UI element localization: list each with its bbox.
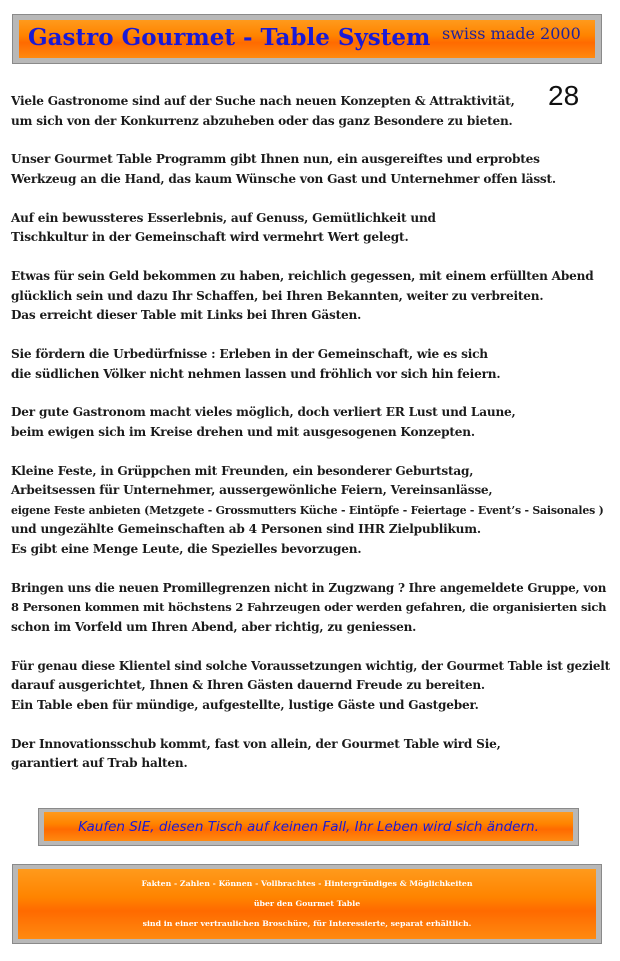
paragraph bbox=[11, 657, 611, 716]
paragraph-line: Es gibt eine Menge Leute, die Spezielles bevorzugen. bbox=[11, 541, 362, 556]
paragraph bbox=[11, 735, 611, 774]
paragraph-line: Kleine Feste, in Grüppchen mit Freunden, ein besonderer Geburtstag, bbox=[11, 463, 474, 478]
paragraph-line: Bringen uns die neuen Promillegrenzen nicht in Zugzwang ? Ihre angemeldete Gruppe, von bbox=[11, 580, 607, 595]
paragraph-line: Ein Table eben für mündige, aufgestellte, lustige Gäste und Gastgeber. bbox=[11, 697, 479, 712]
page-title: Gastro Gourmet - Table System bbox=[28, 24, 431, 51]
paragraph-line: Viele Gastronome sind auf der Suche nach neuen Konzepten & Attraktivität, bbox=[11, 94, 515, 108]
paragraph bbox=[11, 267, 611, 326]
paragraph-line: Der Innovationsschub kommt, fast von allein, der Gourmet Table wird Sie, bbox=[11, 736, 501, 751]
paragraph-line: schon im Vorfeld um Ihren Abend, aber richtig, zu geniessen. bbox=[11, 619, 417, 634]
paragraph bbox=[11, 579, 611, 638]
paragraph-line: Unser Gourmet Table Programm gibt Ihnen nun, ein ausgereiftes und erprobtes bbox=[11, 152, 540, 167]
info-line: sind in einer vertraulichen Broschüre, für Interessierte, separat erhältlich. bbox=[142, 919, 472, 928]
paragraph-line: und ungezählte Gemeinschaften ab 4 Personen sind IHR Zielpublikum. bbox=[11, 522, 481, 537]
info-line: über den Gourmet Table bbox=[253, 899, 361, 908]
info-text bbox=[18, 874, 596, 934]
paragraph-line: garantiert auf Trab halten. bbox=[11, 756, 188, 771]
paragraph bbox=[11, 345, 611, 384]
paragraph-line: beim ewigen sich im Kreise drehen und mit ausgesogenen Konzepten. bbox=[11, 424, 475, 439]
paragraph-line: Das erreicht dieser Table mit Links bei Ihren Gästen. bbox=[11, 308, 362, 323]
paragraph-line: Der gute Gastronom macht vieles möglich, doch verliert ER Lust und Laune, bbox=[11, 405, 516, 420]
paragraph bbox=[11, 150, 611, 189]
paragraph-line: glücklich sein und dazu Ihr Schaffen, bei Ihren Bekannten, weiter zu verbreiten. bbox=[11, 288, 544, 303]
paragraph-line: darauf ausgerichtet, Ihnen & Ihren Gästen dauernd Freude zu bereiten. bbox=[11, 678, 485, 693]
paragraph-line: Sie fördern die Urbedürfnisse : Erleben in der Gemeinschaft, wie es sich bbox=[11, 347, 488, 362]
paragraph-line: 8 Personen kommen mit höchstens 2 Fahrzeugen oder werden gefahren, die organisierten sich bbox=[11, 600, 607, 615]
info-line: Fakten - Zahlen - Können - Vollbrachtes - Hintergründiges & Möglichkeiten bbox=[141, 879, 473, 888]
paragraph-line: Etwas für sein Geld bekommen zu haben, reichlich gegessen, mit einem erfüllten Abend bbox=[11, 269, 594, 284]
body-text bbox=[11, 92, 611, 793]
paragraph-line: Auf ein bewussteres Esserlebnis, auf Genuss, Gemütlichkeit und bbox=[11, 210, 436, 225]
paragraph-line: Arbeitsessen für Unternehmer, aussergewönliche Feiern, Vereinsanlässe, bbox=[11, 483, 493, 498]
paragraph bbox=[11, 92, 611, 131]
paragraph-line: Werkzeug an die Hand, das kaum Wünsche von Gast und Unternehmer offen lässt. bbox=[11, 171, 556, 186]
paragraph-line: Tischkultur in der Gemeinschaft wird vermehrt Wert gelegt. bbox=[11, 230, 409, 245]
slogan-text: Kaufen SIE, diesen Tisch auf keinen Fall, Ihr Leben wird sich ändern. bbox=[78, 818, 539, 835]
paragraph bbox=[11, 403, 611, 442]
paragraph-line: die südlichen Völker nicht nehmen lassen und fröhlich vor sich hin feiern. bbox=[11, 366, 501, 381]
header-tagline: swiss made 2000 bbox=[442, 24, 581, 43]
paragraph bbox=[11, 462, 611, 560]
paragraph bbox=[11, 209, 611, 248]
page-number: 28 bbox=[548, 80, 580, 111]
paragraph-line: um sich von der Konkurrenz abzuheben oder das ganz Besondere zu bieten. bbox=[11, 113, 513, 128]
paragraph-line: eigene Feste anbieten (Metzgete - Grossmutters Küche - Eintöpfe - Feiertage - Event’s - Saisonales ) bbox=[11, 503, 604, 517]
paragraph-line: Für genau diese Klientel sind solche Voraussetzungen wichtig, der Gourmet Table ist gezielt bbox=[11, 658, 610, 673]
